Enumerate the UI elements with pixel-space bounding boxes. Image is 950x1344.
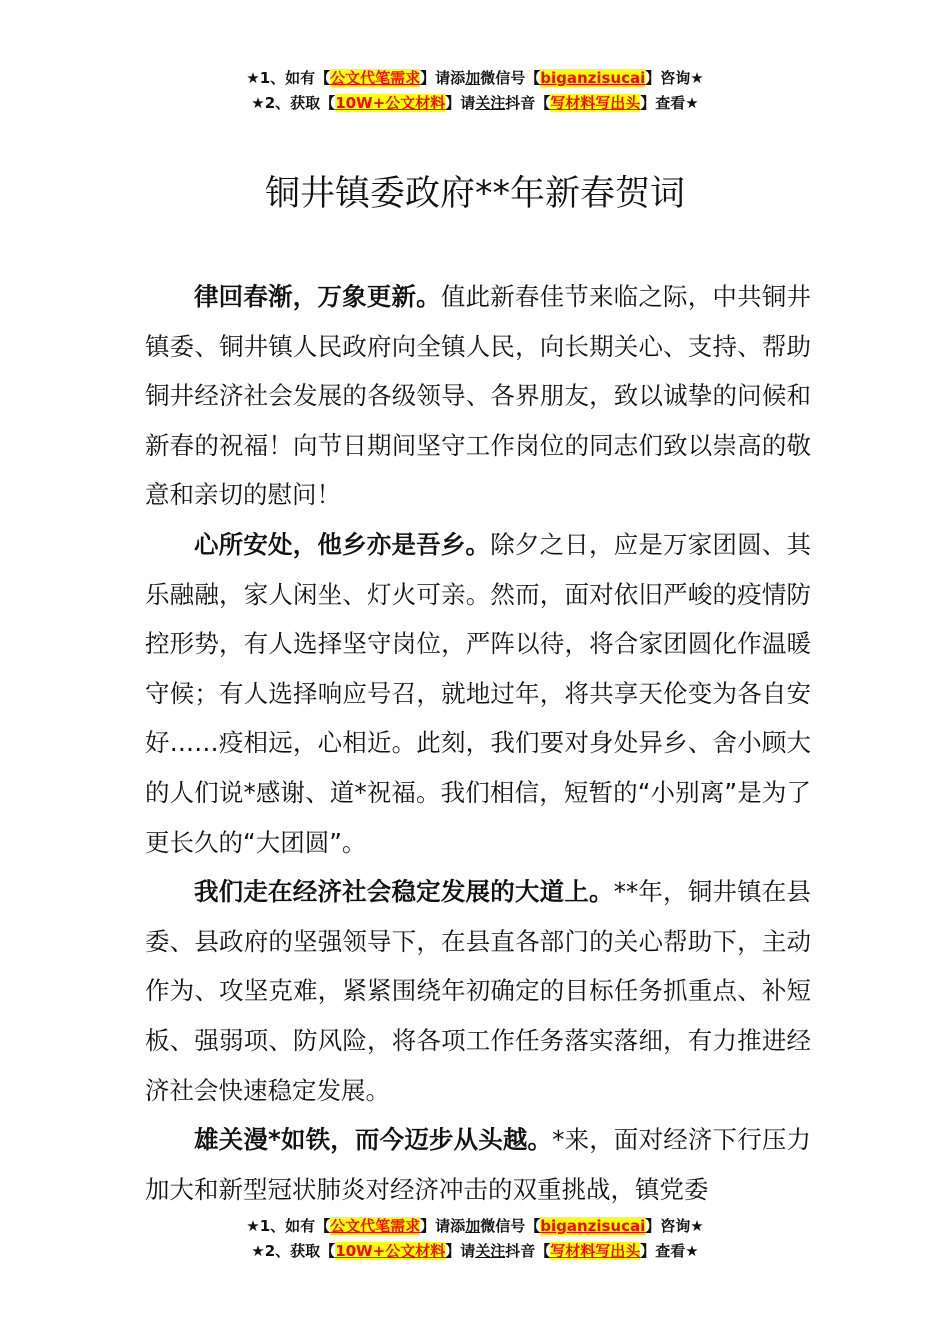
document-body	[145, 272, 811, 1214]
banner-line-1: ★1、如有【公文代笔需求】请添加微信号【biganzisucai】咨询★	[246, 1217, 704, 1235]
paragraph	[145, 272, 811, 520]
paragraph-lead: 雄关漫*如铁，而今迈步从头越。	[194, 1125, 553, 1155]
banner-line-2: ★2、获取【10W+公文材料】请关注抖音【写材料写出头】查看★	[251, 94, 699, 112]
paragraph	[145, 1115, 811, 1214]
footer-banner	[0, 1214, 950, 1264]
banner-highlight-service: 公文代笔需求	[330, 1217, 421, 1235]
banner-line-1: ★1、如有【公文代笔需求】请添加微信号【biganzisucai】咨询★	[246, 69, 704, 87]
banner-highlight-douyin: 写材料写出头	[550, 94, 641, 112]
paragraph-lead: 心所安处，他乡亦是吾乡。	[194, 529, 491, 559]
header-banner	[0, 66, 950, 116]
banner-highlight-materials: 10W+公文材料	[335, 94, 446, 112]
paragraph-text: *来，面对经济下行压力加大和新型冠状肺炎对经济冲击的双重挑战，镇党委	[145, 1125, 812, 1204]
paragraph-lead: 我们走在经济社会稳定发展的大道上。	[194, 877, 614, 907]
paragraph-lead: 律回春渐，万象更新。	[194, 282, 441, 311]
banner-highlight-service: 公文代笔需求	[330, 69, 421, 87]
document-title: 铜井镇委政府**年新春贺词	[264, 174, 685, 214]
banner-line-2: ★2、获取【10W+公文材料】请关注抖音【写材料写出头】查看★	[251, 1242, 699, 1260]
banner-highlight-wechat-id: biganzisucai	[540, 1217, 646, 1235]
banner-highlight-wechat-id: biganzisucai	[540, 69, 646, 87]
paragraph-text: 除夕之日，应是万家团圆、其乐融融，家人闲坐、灯火可亲。然而，面对依旧严峻的疫情防控形势，有人选择坚守岗位，严阵以待，将合家团圆化作温暖守候；有人选择响应号召，就地过年，将共享天伦变为各自安好……疫相远，心相近。此刻，我们要对身处异乡、舍小顾大的人们说*感谢、道*祝福。我们相信，短暂的“小别离”是为了更长久的“大团圆”。	[145, 529, 811, 857]
paragraph-text: **年，铜井镇在县委、县政府的坚强领导下，在县直各部门的关心帮助下，主动作为、攻坚克难，紧紧围绕年初确定的目标任务抓重点、补短板、强弱项、防风险，将各项工作任务落实落细，有力推进经济社会快速稳定发展。	[145, 877, 811, 1105]
banner-highlight-douyin: 写材料写出头	[550, 1242, 641, 1260]
paragraph	[145, 867, 811, 1115]
paragraph	[145, 520, 811, 867]
banner-highlight-materials: 10W+公文材料	[335, 1242, 446, 1260]
paragraph-text: 值此新春佳节来临之际，中共铜井镇委、铜井镇人民政府向全镇人民，向长期关心、支持、帮助铜井经济社会发展的各级领导、各界朋友，致以诚挚的问候和新春的祝福！向节日期间坚守工作岗位的同志们致以崇高的敬意和亲切的慰问！	[145, 282, 811, 510]
